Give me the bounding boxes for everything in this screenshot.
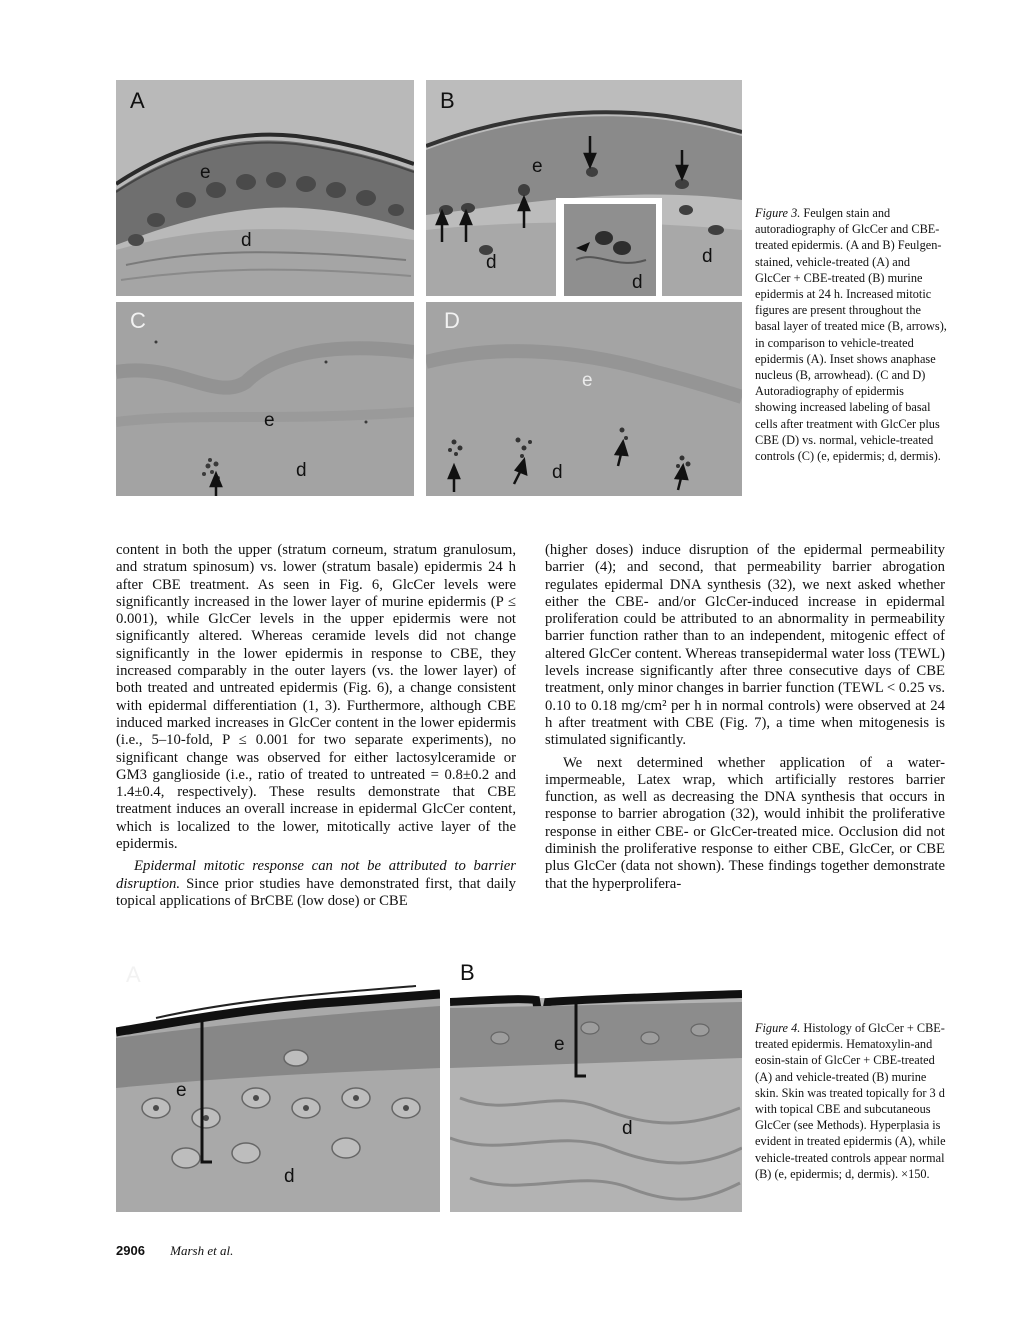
figure-4-caption xyxy=(755,1020,947,1182)
panel-label: D xyxy=(444,308,460,333)
figure-3-panel-b xyxy=(426,80,742,296)
dermis-label: d xyxy=(552,462,563,483)
paragraph xyxy=(116,858,516,910)
paragraph: We next determined whether application of a water-impermeable, Latex wrap, which artificially restores barrier function, as well as decreasing the DNA synthesis that occurs in response to barrier abrogation (32), would inhibit the proliferative response in either CBE- or GlcCer-treated mice. Occlusion did not diminish the proliferative response to either CBE, GlcCer, or CBE plus GlcCer (data not shown). These findings together demonstrate that the hyperprolifera- xyxy=(545,754,945,892)
epidermis-label: e xyxy=(582,370,593,391)
panel-label: B xyxy=(460,960,475,985)
page-number: 2906 xyxy=(116,1243,145,1258)
caption-text: Feulgen stain and autoradiography of GlcCer and CBE-treated epidermis. (A and B) Feulgen-stained, vehicle-treated (A) and GlcCer + CBE-treated (B) murine epidermis at 24 h. Increased mitotic figures are present throughout the basal layer of treated mice (B, arrows), in comparison to vehicle-treated epidermis (A). Inset shows anaphase nucleus (B, arrowhead). (C and D) Autoradiography of epidermis showing increased labeling of basal cells after treatment with GlcCer plus CBE (D) vs. normal, vehicle-treated controls (C) (e, epidermis; d, dermis). xyxy=(755,206,947,464)
panel-label: C xyxy=(130,308,146,333)
micrograph-image xyxy=(116,958,440,1212)
caption-title: Figure 3. xyxy=(755,206,801,220)
dermis-label: d xyxy=(622,1118,633,1139)
figure-4-panel-a xyxy=(116,958,440,1212)
micrograph-image xyxy=(116,302,414,496)
epidermis-label: e xyxy=(176,1080,187,1101)
page-footer xyxy=(116,1243,233,1259)
caption-text: Histology of GlcCer + CBE-treated epidermis. Hematoxylin-and eosin-stain of GlcCer + CBE-treated (A) and vehicle-treated (B) murine skin. Skin was treated topically for 3 d with topical CBE and subcutaneous GlcCer (see Methods). Hyperplasia is evident in treated epidermis (A), while vehicle-treated controls appear normal (B) (e, epidermis; d, dermis). ×150. xyxy=(755,1021,946,1181)
paragraph: content in both the upper (stratum corneum, stratum granulosum, and stratum spinosum) vs. lower (stratum basale) epidermis 24 h after CBE treatment. As seen in Fig. 6, GlcCer levels were significantly increased in the lower layer of murine epidermis (P ≤ 0.001), while GlcCer levels in the upper epidermis were not significantly altered. Whereas ceramide levels did not change significantly in the lower epidermis in response to CBE, they increased comparably in the outer layers (vs. the lower layer) of both treated and untreated epidermis (Fig. 6), a change consistent with epidermal differentiation (1, 3). Furthermore, although CBE induced marked increases in GlcCer content in the lower epidermis (i.e., 5–10-fold, P ≤ 0.001 for two separate experiments), no significant change was observed for either lactosylceramide or GM3 ganglioside (i.e., ratio of treated to untreated = 0.8±0.2 and 1.4±0.4, respectively). These results demonstrate that CBE treatment induces an overall increase in epidermal GlcCer content, which is localized to the lower, mitotically active layer of the epidermis. xyxy=(116,542,516,853)
figure-3-panel-c xyxy=(116,302,414,496)
dermis-label: d xyxy=(241,230,252,251)
dermis-label: d xyxy=(284,1166,295,1187)
epidermis-label: e xyxy=(554,1034,565,1055)
epidermis-label: e xyxy=(200,162,211,183)
dermis-label: d xyxy=(632,272,643,293)
epidermis-label: e xyxy=(532,156,543,177)
micrograph-image xyxy=(426,80,742,296)
caption-title: Figure 4. xyxy=(755,1021,801,1035)
panel-label: B xyxy=(440,88,455,113)
body-column-right xyxy=(545,542,945,893)
paragraph: (higher doses) induce disruption of the epidermal permeability barrier (4); and second, that permeability barrier abrogation regulates epidermal DNA synthesis (32), we next asked whether either the CBE- and/or GlcCer-induced increase in epidermal proliferation could be attributed to an abnormality in permeability barrier function rather than to an independent, mitogenic effect of altered GlcCer content. Whereas transepidermal water loss (TEWL) levels increase significantly after three consecutive days of CBE treatment, only minor changes in barrier function (TEWL < 0.25 vs. 0.10 to 0.18 mg/cm² per h in normal controls) were observed at 24 h after treatment with CBE (Fig. 7), a time when mitogenesis is stimulated significantly. xyxy=(545,542,945,749)
body-column-left xyxy=(116,542,516,910)
micrograph-image xyxy=(116,80,414,296)
figure-4-panel-b xyxy=(450,958,742,1212)
micrograph-image xyxy=(450,958,742,1212)
micrograph-image xyxy=(426,302,742,496)
dermis-label: d xyxy=(702,246,713,267)
running-author: Marsh et al. xyxy=(170,1243,234,1258)
dermis-label: d xyxy=(486,252,497,273)
figure-3-caption xyxy=(755,205,947,464)
epidermis-label: e xyxy=(264,410,275,431)
run-in-heading: Epidermal mitotic response can not be attributed to barrier disruption. xyxy=(116,858,516,892)
panel-label: A xyxy=(126,962,141,987)
panel-label: A xyxy=(130,88,145,113)
paragraph-text: Since prior studies have demonstrated first, that daily topical applications of BrCBE (low dose) or CBE xyxy=(116,875,516,909)
dermis-label: d xyxy=(296,460,307,481)
figure-3-panel-d xyxy=(426,302,742,496)
figure-3-panel-a xyxy=(116,80,414,296)
